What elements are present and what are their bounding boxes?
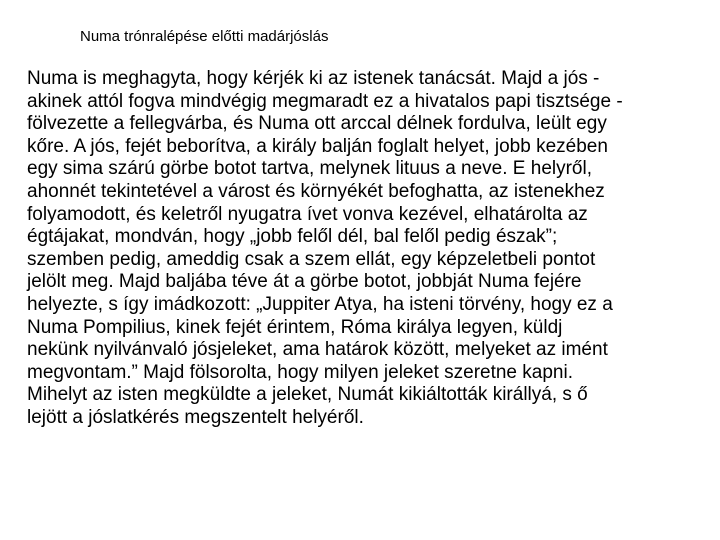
body-line: égtájakat, mondván, hogy „jobb felől dél, bal felől pedig észak”; bbox=[27, 226, 558, 248]
body-line: egy sima szárú görbe botot tartva, melynek lituus a neve. E helyről, bbox=[27, 158, 592, 180]
body-line: fölvezette a fellegvárba, és Numa ott arccal délnek fordulva, leült egy bbox=[27, 113, 607, 135]
body-line: ahonnét tekintetével a várost és környékét befoghatta, az istenekhez bbox=[27, 180, 605, 202]
body-line: folyamodott, és keletről nyugatra ívet vonva kezével, elhatárolta az bbox=[27, 203, 588, 225]
body-line: kőre. A jós, fejét beborítva, a király balján foglalt helyet, jobb kezében bbox=[27, 135, 608, 157]
body-line: Mihelyt az isten megküldte a jeleket, Numát kikiáltották királlyá, s ő bbox=[27, 384, 588, 406]
body-line: helyezte, s így imádkozott: „Juppiter Atya, ha isteni törvény, hogy ez a bbox=[27, 293, 613, 315]
body-line: nekünk nyilvánvaló jósjeleket, ama határok között, melyeket az imént bbox=[27, 339, 608, 361]
slide-title: Numa trónralépése előtti madárjóslás bbox=[80, 28, 329, 45]
body-line: jelölt meg. Majd baljába téve át a görbe botot, jobbját Numa fejére bbox=[27, 271, 582, 293]
body-line: akinek attól fogva mindvégig megmaradt ez a hivatalos papi tisztsége - bbox=[27, 90, 623, 112]
body-line: megvontam.” Majd fölsorolta, hogy milyen jeleket szeretne kapni. bbox=[27, 361, 573, 383]
slide-body-text bbox=[27, 68, 695, 430]
body-line: lejött a jóslatkérés megszentelt helyéről. bbox=[27, 406, 364, 428]
body-line: szemben pedig, ameddig csak a szem ellát, egy képzeletbeli pontot bbox=[27, 248, 596, 270]
body-line: Numa Pompilius, kinek fejét érintem, Róma királya legyen, küldj bbox=[27, 316, 563, 338]
body-line: Numa is meghagyta, hogy kérjék ki az istenek tanácsát. Majd a jós - bbox=[27, 68, 600, 89]
